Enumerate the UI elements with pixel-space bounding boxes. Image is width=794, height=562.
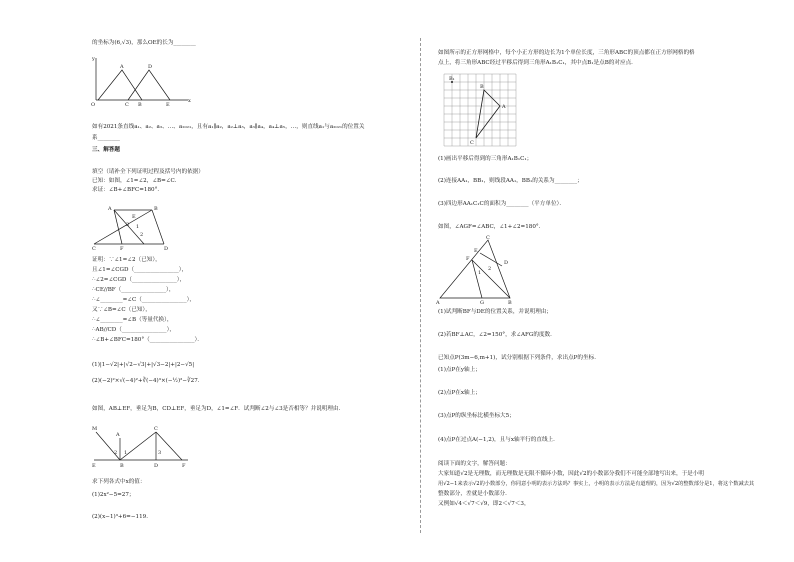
proof-line: ∴CE//BF（________________），	[92, 287, 175, 293]
proof-line: 证明：∵∠1=∠2（已知），	[92, 257, 161, 263]
angle-2: 2	[114, 450, 118, 456]
angle-3: 3	[126, 222, 130, 228]
grid-question-1: (1)画出平移后得到的三角形A₁B₁C₁；	[438, 156, 533, 162]
grid-intro: 如图所示的正方形网格中，每个小正方形的边长为1个单位长度，三角形ABC的顶点都在正方形网格的格	[438, 50, 695, 56]
grid-question-3: (3)四边形AA₁C₁C的面积为________（平方单位）．	[438, 201, 565, 207]
label-a: A	[116, 432, 120, 438]
label-e: E	[474, 248, 478, 254]
label-b: B	[154, 206, 158, 212]
reading-title: 阅读下面的文字，解答问题：	[438, 461, 511, 467]
question-oe-length: 的坐标为(6,√3)，那么OE的长为________	[92, 40, 196, 46]
point-intro: 已知点P(3m−6,m+1)，试分别根据下列条件，求出点P的坐标．	[438, 355, 600, 361]
reading-line: 大家知道√2是无理数，而无理数是无限不循环小数，因此√2的小数部分我们不可能全部地写出来，于是小明	[438, 471, 704, 477]
label-o: O	[91, 102, 96, 108]
triangle-question-1: (1)试判断BF与DE的位置关系，并说明理由；	[438, 309, 552, 315]
label-g: G	[480, 300, 484, 306]
label-c: C	[470, 140, 474, 146]
label-f: F	[182, 463, 186, 469]
label-m: M	[92, 426, 98, 432]
solve-instruction: 求下列各式中x的值：	[92, 479, 146, 485]
point-question-3: (3)点P的纵坐标比横坐标大5；	[438, 413, 515, 419]
fill-instruction: 填空（请补全下列证明过程及括号内的依据）	[92, 169, 204, 175]
label-b: B	[508, 300, 512, 306]
point-question-1: (1)点P在y轴上；	[438, 367, 481, 373]
parallel-lines-figure	[92, 202, 172, 252]
reading-line: 又例如√4＜√7＜√9，即2＜√7＜3，	[438, 501, 530, 507]
proof-line: 又∵∠B=∠C（已知），	[92, 307, 151, 313]
coordinate-figure	[90, 56, 200, 108]
angle-3: 3	[158, 450, 162, 456]
reading-line: 用√2−1来表示√2的小数部分，你同意小明的表示方法吗？事实上，小明的表示方法是有道理的，因为√2的整数部分是1，将这个数减去其	[438, 481, 755, 487]
solve-2: (2)(x−1)³+6=−119．	[92, 514, 152, 520]
proof-line: ∴∠________=∠B（等量代换），	[92, 317, 173, 323]
label-b: B	[138, 102, 142, 108]
angle-1: 1	[478, 270, 482, 276]
triangle-intro: 如图，∠AGF=∠ABC，∠1+∠2=180°．	[438, 224, 545, 230]
grid-figure	[444, 74, 520, 150]
label-c: C	[154, 426, 158, 432]
label-e: E	[166, 102, 170, 108]
label-b: B	[120, 463, 124, 469]
label-y: y	[92, 56, 95, 62]
angle-1: 1	[136, 224, 140, 230]
prove-statement: 求证：∠B+∠BFC=180°．	[92, 187, 163, 193]
label-e: E	[92, 463, 96, 469]
label-d: D	[148, 64, 153, 70]
calc-2: (2)(−2)²×√(−4)²+∛(−4)³×(−½)²−∛27．	[92, 378, 204, 384]
grid-question-2: (2)连接AA₁，BB₁，则线段AA₁，BB₁的关系为________；	[438, 178, 583, 184]
label-d: D	[504, 260, 509, 266]
label-x: x	[188, 98, 191, 104]
label-a: A	[108, 206, 112, 212]
point-question-4: (4)点P在过点A(−1,2)，且与x轴平行的直线上．	[438, 437, 559, 443]
proof-line: ∴∠________=∠C（________________），	[92, 297, 196, 303]
label-b1: B₁	[449, 76, 455, 82]
triangle-figure	[436, 234, 522, 306]
label-d: D	[164, 246, 169, 252]
label-c: C	[92, 246, 96, 252]
triangle-question-2: (2)若BF⊥AC，∠2=150°，求∠AFG的度数．	[438, 332, 556, 338]
label-e: E	[132, 214, 136, 220]
point-question-2: (2)点P在x轴上；	[438, 390, 481, 396]
label-f: F	[120, 246, 124, 252]
label-f: F	[466, 256, 470, 262]
proof-line: ∴∠2=∠CGD（________________），	[92, 277, 186, 283]
column-divider	[420, 38, 421, 533]
grid-intro: 点上，将三角形ABC经过平移后得到三角形A₁B₁C₁，其中点B₁是点B的对应点．	[438, 60, 637, 66]
label-a: A	[436, 300, 440, 306]
label-b: B	[480, 84, 484, 90]
reading-line: 整数部分，差就是小数部分．	[438, 491, 511, 497]
angle-2: 2	[140, 232, 144, 238]
calc-1: (1)|1−√2|+|√2−√3|+|√3−2|+|2−√5|	[92, 362, 195, 368]
label-a: A	[120, 64, 124, 70]
angle-2: 2	[488, 266, 492, 272]
angle-1: 1	[124, 450, 128, 456]
label-d: D	[154, 463, 159, 469]
proof-line: ∴∠B+∠BFC=180°（________________）．	[92, 337, 203, 343]
section-heading: 三、解答题	[92, 147, 120, 153]
question-perpendicular: 如图，AB⊥EF，垂足为B，CD⊥EF，垂足为D，∠1=∠F．试判断∠2与∠3是否相等？并说明理由．	[92, 406, 345, 412]
label-c: C	[125, 102, 129, 108]
question-lines-tail: 系________	[92, 135, 120, 141]
label-a: A	[502, 104, 506, 110]
label-c: C	[486, 235, 490, 241]
question-lines-intro: 如有2021条直线a₁、a₂、a₃、…、a₂₀₂₁，且有a₁∥a₂，a₂⊥a₃，a₃∥a₄，a₄⊥a₅，…，则直线a₁与a₂₀₂₁的位置关	[92, 124, 365, 130]
given-statement: 已知：如图，∠1=∠2，∠B=∠C．	[92, 178, 181, 184]
solve-1: (1)2x²−5=27；	[92, 492, 135, 498]
proof-line: ∴AB//CD（________________），	[92, 327, 175, 333]
perpendicular-figure	[90, 418, 200, 470]
proof-line: 且∠1=∠CGD（________________），	[92, 267, 188, 273]
